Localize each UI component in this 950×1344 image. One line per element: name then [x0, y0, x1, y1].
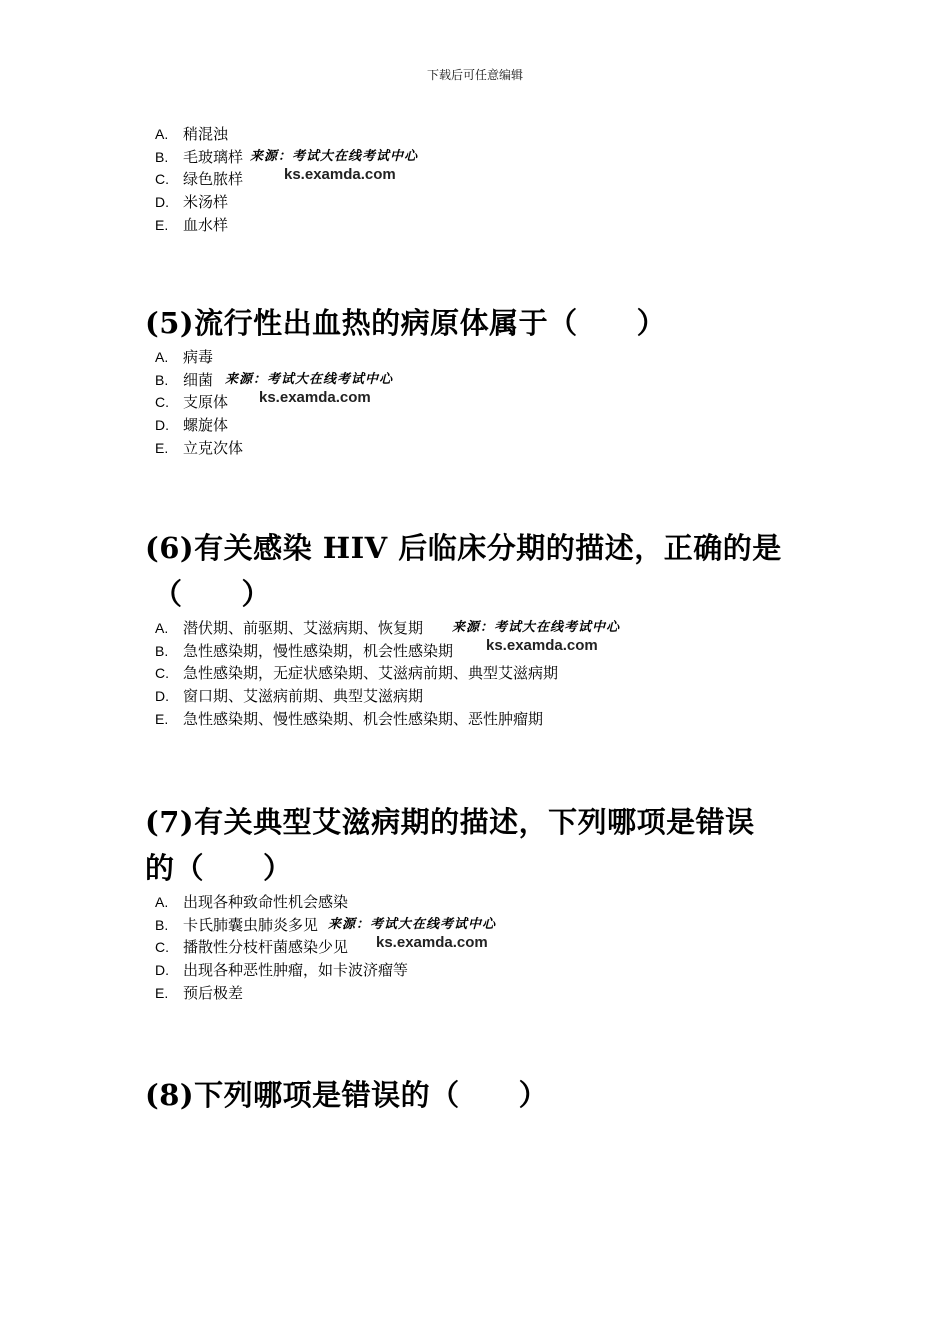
watermark-source: 来源：考试大在线考试中心 — [452, 620, 621, 635]
option-letter: C. — [155, 665, 169, 682]
option-letter: D. — [155, 194, 169, 211]
option-text: 螺旋体 — [183, 416, 229, 435]
question-block-4 — [145, 123, 825, 236]
option-letter: A. — [155, 894, 169, 910]
option-d — [145, 414, 825, 437]
option-text: 毛玻璃样 — [183, 147, 244, 166]
option-d — [145, 191, 825, 214]
option-text: 预后极差 — [183, 983, 244, 1002]
question-title — [145, 799, 825, 891]
question-block-7 — [145, 799, 825, 1004]
question-block-5 — [145, 300, 825, 459]
option-text: 窗口期、艾滋病前期、典型艾滋病期 — [183, 687, 424, 706]
option-text: 病毒 — [183, 348, 214, 366]
option-text: 细菌 — [183, 370, 214, 389]
question-title-line1: (7)有关典型艾滋病期的描述，下列哪项是错误 — [145, 805, 755, 839]
watermark-source: 来源：考试大在线考试中心 — [225, 371, 394, 387]
option-letter: E. — [155, 216, 169, 233]
question-title: (5)流行性出血热的病原体属于（ ） — [145, 306, 667, 340]
option-d — [145, 685, 825, 708]
option-letter: A. — [155, 349, 169, 365]
option-letter: D. — [155, 417, 169, 434]
question-block-8 — [145, 1072, 825, 1118]
option-letter: E. — [155, 710, 169, 727]
option-a — [145, 123, 825, 146]
option-a — [145, 891, 825, 914]
option-text: 急性感染期、慢性感染期、机会性感染期、恶性肿瘤期 — [183, 709, 544, 728]
option-e — [145, 982, 825, 1005]
option-letter: A. — [155, 620, 169, 636]
option-a — [145, 346, 825, 369]
option-letter: C. — [155, 394, 169, 411]
watermark-url: ks.examda.com — [259, 388, 371, 406]
option-text: 出现各种致命性机会感染 — [183, 893, 349, 911]
option-text: 出现各种恶性肿瘤，如卡波济瘤等 — [183, 961, 409, 980]
option-text: 急性感染期，无症状感染期、艾滋病前期、典型艾滋病期 — [183, 664, 559, 683]
question-title — [145, 525, 825, 617]
watermark-url: ks.examda.com — [284, 165, 396, 183]
option-text: 支原体 — [183, 393, 229, 412]
option-letter: B. — [155, 916, 169, 933]
option-text: 急性感染期，慢性感染期，机会性感染期 — [183, 641, 454, 660]
watermark-url: ks.examda.com — [486, 637, 598, 654]
option-letter: C. — [155, 171, 169, 188]
option-b — [145, 640, 825, 663]
option-d — [145, 959, 825, 982]
option-c — [145, 391, 825, 414]
watermark-source: 来源：考试大在线考试中心 — [328, 916, 497, 932]
option-text: 播散性分枝杆菌感染少见 — [183, 938, 349, 957]
option-letter: C. — [155, 939, 169, 956]
option-e — [145, 708, 825, 731]
option-e — [145, 437, 825, 460]
option-letter: B. — [155, 148, 169, 165]
watermark-url: ks.examda.com — [376, 933, 488, 951]
option-letter: E. — [155, 984, 169, 1001]
option-text: 稍混浊 — [183, 125, 229, 143]
question-title: (8)下列哪项是错误的（ ） — [145, 1078, 549, 1112]
option-letter: E. — [155, 439, 169, 456]
option-c — [145, 936, 825, 959]
option-letter: B. — [155, 642, 169, 659]
option-c — [145, 168, 825, 191]
option-text: 米汤样 — [183, 193, 229, 212]
option-text: 立克次体 — [183, 438, 244, 457]
option-letter: B. — [155, 371, 169, 388]
option-text: 潜伏期、前驱期、艾滋病期、恢复期 — [183, 619, 424, 637]
option-letter: D. — [155, 962, 169, 979]
option-text: 血水样 — [183, 215, 229, 234]
option-text: 卡氏肺囊虫肺炎多见 — [183, 915, 319, 934]
question-title-line1: (6)有关感染 HIV 后临床分期的描述，正确的是 — [145, 531, 782, 565]
option-text: 绿色脓样 — [183, 170, 244, 189]
question-block-6 — [145, 525, 825, 730]
option-c — [145, 662, 825, 685]
question-title-line2: （ ） — [153, 577, 272, 611]
option-e — [145, 214, 825, 237]
option-letter: A. — [155, 126, 169, 142]
watermark-source: 来源：考试大在线考试中心 — [250, 148, 419, 164]
question-title-line2: 的（ ） — [145, 851, 293, 885]
page-header: 下载后可任意编辑 — [426, 68, 523, 82]
option-letter: D. — [155, 688, 169, 705]
